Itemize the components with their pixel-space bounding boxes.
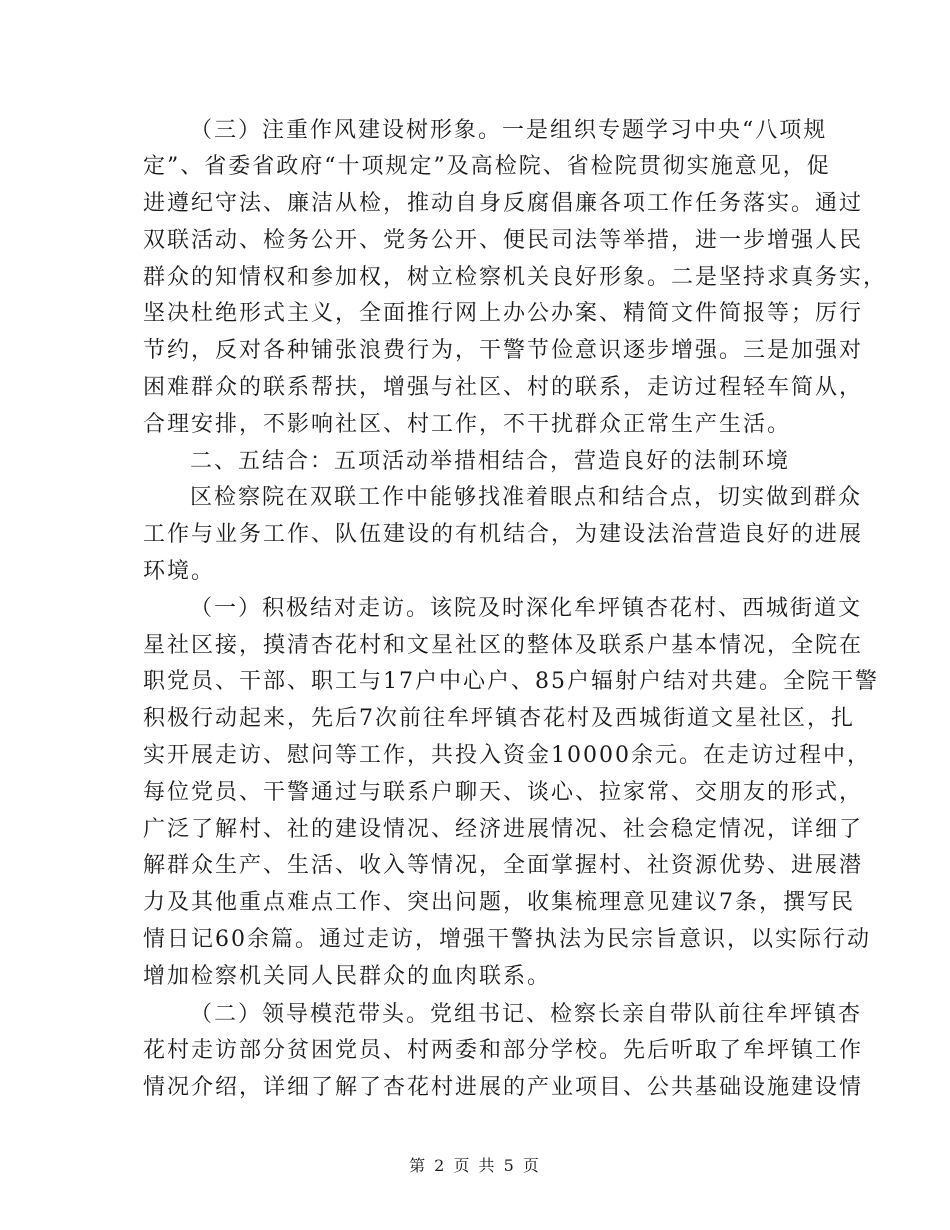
paragraph-line: 星社区接，摸清杏花村和文星社区的整体及联系户基本情况，全院在: [143, 633, 864, 658]
paragraph-line: 双联活动、检务公开、党务公开、便民司法等举措，进一步增强人民: [143, 228, 864, 253]
paragraph-line: 群众的知情权和参加权，树立检察机关良好形象。二是坚持求真务实，: [143, 265, 888, 290]
paragraph-line: 进遵纪守法、廉洁从检，推动自身反腐倡廉各项工作任务落实。通过: [143, 191, 864, 216]
paragraph-line: 困难群众的联系帮扶，增强与社区、村的联系，走访过程轻车简从，: [143, 375, 864, 400]
paragraph-line: （三）注重作风建设树形象。一是组织专题学习中央“八项规: [190, 118, 828, 143]
paragraph-line: 情日记60余篇。通过走访，增强干警执法为民宗旨意识，以实际行动: [143, 927, 871, 952]
paragraph-line: 区检察院在双联工作中能够找准着眼点和结合点，切实做到群众: [190, 485, 863, 510]
paragraph-line: 情况介绍，详细了解了杏花村进展的产业项目、公共基础设施建设情: [143, 1075, 864, 1100]
paragraph-line: （二）领导模范带头。党组书记、检察长亲自带队前往牟坪镇杏: [190, 1002, 863, 1027]
paragraph-line: 每位党员、干警通过与联系户聊天、谈心、拉家常、交朋友的形式，: [143, 780, 864, 805]
paragraph-line: 解群众生产、生活、收入等情况，全面掌握村、社资源优势、进展潜: [143, 853, 864, 878]
paragraph-line: 增加检察机关同人民群众的血肉联系。: [143, 964, 552, 989]
paragraph-line: 工作与业务工作、队伍建设的有机结合，为建设法治营造良好的进展: [143, 522, 864, 547]
paragraph-line: 广泛了解村、社的建设情况、经济进展情况、社会稳定情况，详细了: [143, 817, 864, 842]
paragraph-line: 合理安排，不影响社区、村工作，不干扰群众正常生产生活。: [143, 412, 792, 437]
paragraph-line: 职党员、干部、职工与17户中心户、85户辐射户结对共建。全院干警: [143, 669, 879, 694]
paragraph-line: 花村走访部分贫困党员、村两委和部分学校。先后听取了牟坪镇工作: [143, 1038, 864, 1063]
paragraph-line: 力及其他重点难点工作、突出问题，收集梳理意见建议7条，撰写民: [143, 890, 855, 915]
paragraph-line: 实开展走访、慰问等工作，共投入资金10000余元。在走访过程中，: [143, 743, 871, 768]
paragraph-line: 环境。: [143, 559, 216, 584]
paragraph-line: 积极行动起来，先后7次前往牟坪镇杏花村及西城街道文星社区，扎: [143, 706, 855, 731]
paragraph-line: 节约，反对各种铺张浪费行为，干警节俭意识逐步增强。三是加强对: [143, 338, 864, 363]
paragraph-line: 定”、省委省政府“十项规定”及高检院、省检院贯彻实施意见，促: [143, 154, 831, 179]
paragraph-line: （一）积极结对走访。该院及时深化牟坪镇杏花村、西城街道文: [190, 596, 863, 621]
paragraph-line: 坚决杜绝形式主义，全面推行网上办公办案、精简文件简报等；厉行: [143, 301, 864, 326]
page-number-footer: 第 2 页 共 5 页: [409, 1156, 541, 1175]
section-heading: 二、五结合：五项活动举措相结合，营造良好的法制环境: [190, 449, 791, 474]
